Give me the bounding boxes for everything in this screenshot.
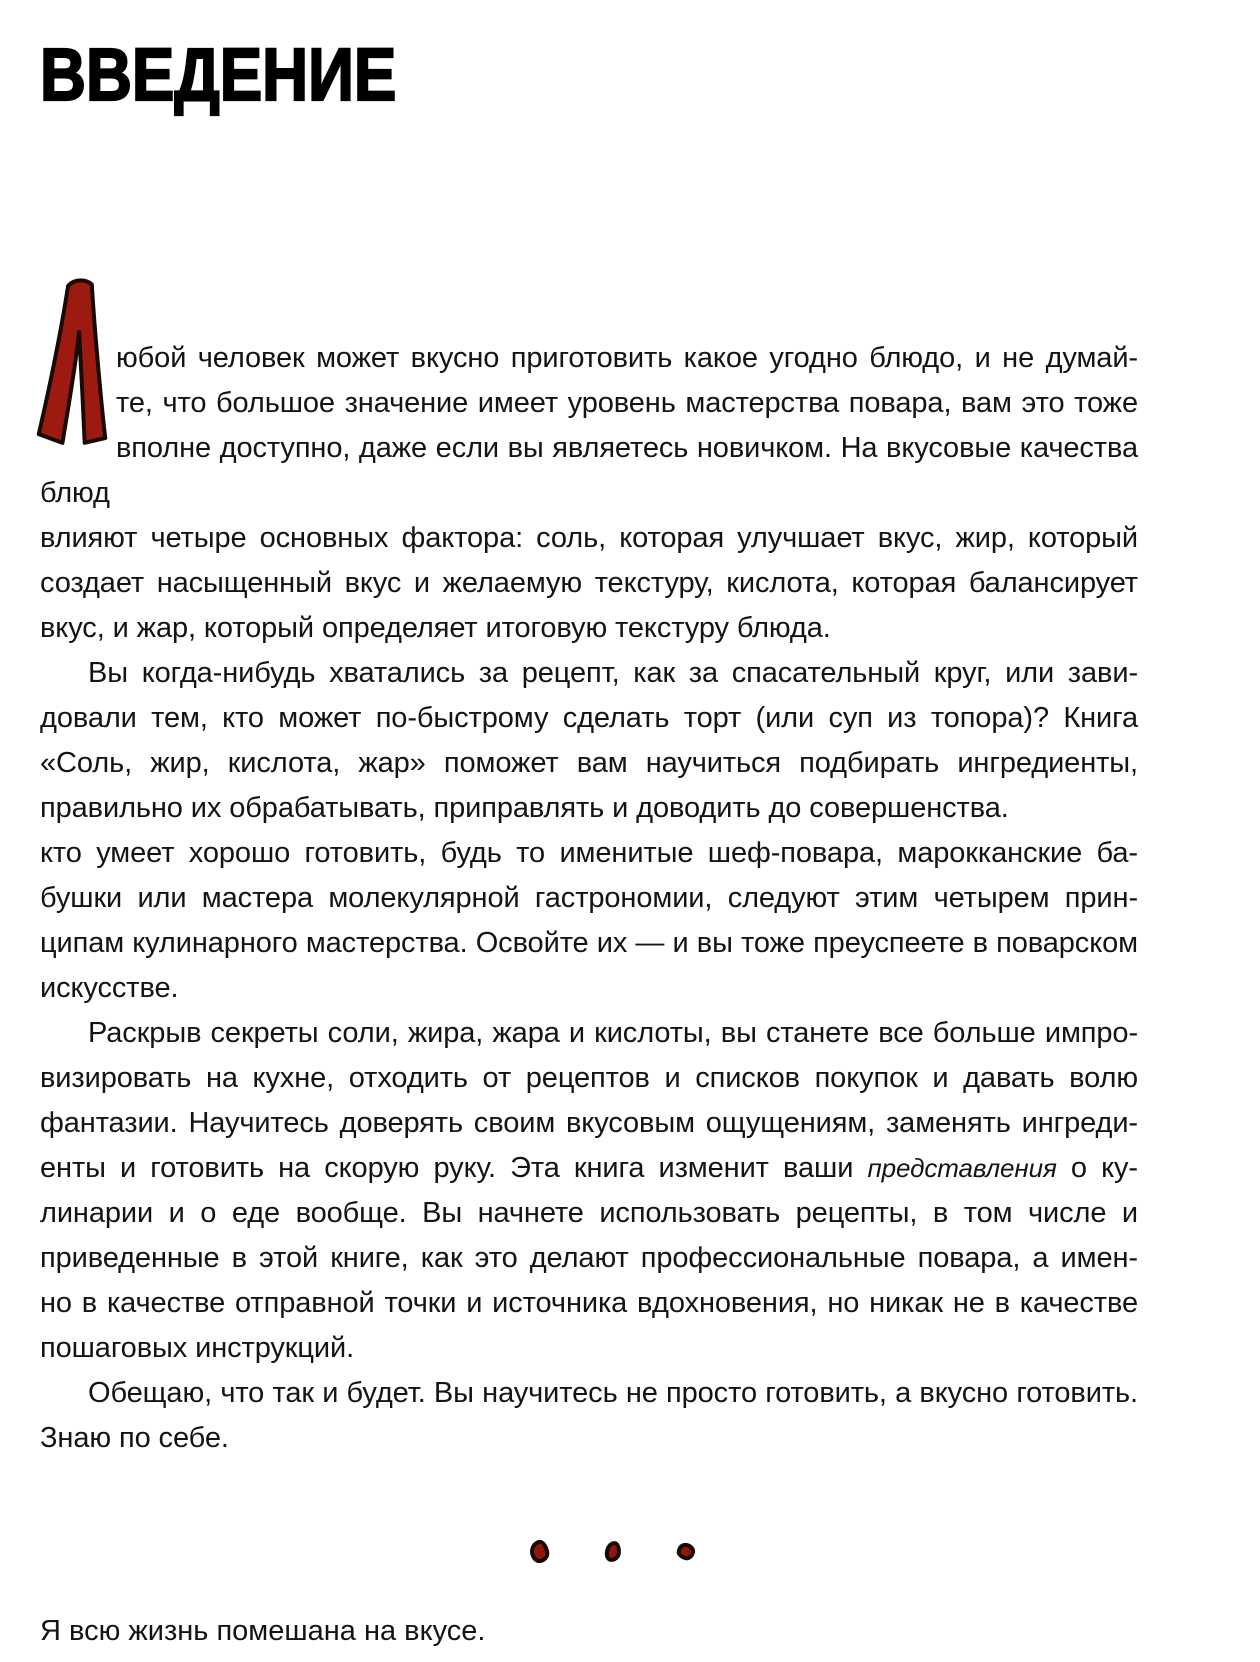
dropcap-letter bbox=[40, 336, 116, 428]
separator-dot bbox=[603, 1540, 621, 1563]
text-line: кто умеет хорошо готовить, будь то именитые шеф-повара, марокканские ба- bbox=[40, 837, 1138, 869]
text-segment: о ку- bbox=[1056, 1152, 1138, 1184]
paragraph bbox=[40, 1011, 1138, 1371]
paragraph bbox=[40, 336, 1138, 651]
text-line: Вы когда-нибудь хватались за рецепт, как за спасательный круг, или зави- bbox=[88, 657, 1138, 689]
text-line: влияют четыре основных фактора: соль, которая улучшает вкус, жир, который bbox=[40, 522, 1138, 554]
separator-dot bbox=[528, 1538, 550, 1564]
text-line: те, что большое значение имеет уровень мастерства повара, вам это тоже bbox=[116, 387, 1138, 419]
text-line: искусстве. bbox=[40, 972, 179, 1004]
text-line: пошаговых инструкций. bbox=[40, 1332, 355, 1364]
separator-dot bbox=[675, 1541, 697, 1562]
text-line: создает насыщенный вкус и желаемую текстуру, кислота, которая балансирует bbox=[40, 567, 1138, 599]
text-line: «Соль, жир, кислота, жар» поможет вам научиться подбирать ингредиенты, bbox=[40, 747, 1138, 779]
text-line: линарии и о еде вообще. Вы начнете использовать рецепты, в том числе и bbox=[40, 1197, 1138, 1229]
text-line: бушки или мастера молекулярной гастрономии, следуют этим четырем прин- bbox=[40, 882, 1138, 914]
section-separator bbox=[86, 1539, 1138, 1563]
text-segment: енты и готовить на скорую руку. Эта книга изменит ваши bbox=[40, 1152, 868, 1184]
closing-line: Я всю жизнь помешана на вкусе. bbox=[40, 1615, 486, 1647]
text-line: фантазии. Научитесь доверять своим вкусовым ощущениям, заменять ингреди- bbox=[40, 1107, 1138, 1139]
text-line: довали тем, кто может по-быстрому сделать торт (или суп из топора)? Книга bbox=[40, 702, 1138, 734]
text-line: Раскрыв секреты соли, жира, жара и кислоты, вы станете все больше импро- bbox=[88, 1017, 1138, 1049]
text-line: Знаю по себе. bbox=[40, 1422, 229, 1454]
text-line: правильно их обрабатывать, приправлять и доводить до совершенства. bbox=[40, 792, 1009, 824]
dropcap-letter-icon bbox=[35, 278, 109, 446]
text-line: визировать на кухне, отходить от рецептов и списков покупок и давать волю bbox=[40, 1062, 1138, 1094]
text-line: вполне доступно, даже если вы являетесь новичком. На вкусовые качества блюд bbox=[40, 432, 1138, 509]
text-line: Обещаю, что так и будет. Вы научитесь не просто готовить, а вкусно готовить. bbox=[88, 1377, 1138, 1409]
text-line: юбой человек может вкусно приготовить какое угодно блюдо, и не думай- bbox=[116, 342, 1138, 374]
paragraph bbox=[40, 651, 1138, 1011]
text-line: вкус, и жар, который определяет итоговую текстуру блюда. bbox=[40, 612, 831, 644]
paragraph bbox=[40, 1371, 1138, 1461]
italic-word: представления bbox=[867, 1153, 1057, 1183]
text-line bbox=[40, 1146, 1138, 1191]
text-line: но в качестве отправной точки и источника вдохновения, но никак не в качестве bbox=[40, 1287, 1138, 1319]
body-text bbox=[40, 336, 1138, 1461]
page-title: ВВЕДЕНИЕ bbox=[40, 33, 397, 116]
text-line: приведенные в этой книге, как это делают профессиональные повара, а имен- bbox=[40, 1242, 1138, 1274]
text-line: ципам кулинарного мастерства. Освойте их — и вы тоже преуспеете в поварском bbox=[40, 927, 1138, 959]
